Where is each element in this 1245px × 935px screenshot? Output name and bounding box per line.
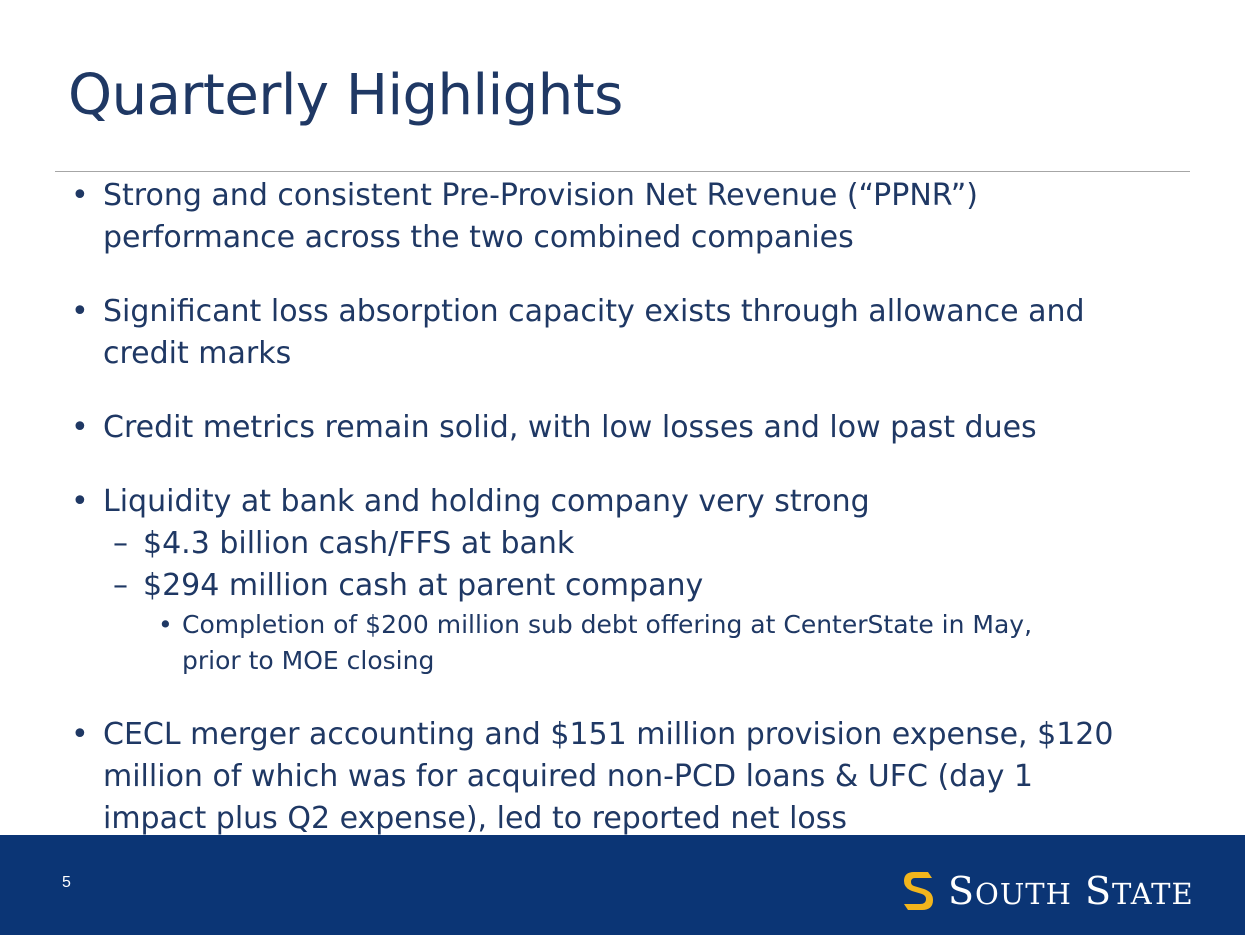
logo-initial: S: [1085, 869, 1113, 913]
bullet-line: Completion of $200 million sub debt offering at CenterState in May,: [182, 610, 1033, 639]
bullet-line: $294 million cash at parent company: [143, 568, 704, 603]
bullet-line: CECL merger accounting and $151 million provision expense, $120: [103, 717, 1114, 752]
bullet-line: Liquidity at bank and holding company very strong: [103, 484, 870, 519]
bullet-line: performance across the two combined companies: [103, 220, 854, 255]
bullet-line: million of which was for acquired non-PCD loans & UFC (day 1: [103, 759, 1033, 794]
bullet-item: [71, 407, 1183, 449]
south-state-s-mark-icon: [898, 866, 938, 916]
bullet-line: Significant loss absorption capacity exists through allowance and: [103, 294, 1085, 329]
page-number: 5: [62, 874, 71, 891]
sub-bullet-marker: –: [113, 526, 128, 561]
sub-bullet-item: [113, 523, 1183, 565]
bullet-line: $4.3 billion cash/FFS at bank: [143, 526, 575, 561]
bullet-marker: •: [71, 178, 89, 213]
bullet-marker: •: [71, 294, 89, 329]
logo-word-rest: OUTH: [975, 877, 1072, 911]
sub-sub-bullet-item: [158, 607, 1182, 679]
bullet-line: credit marks: [103, 336, 292, 371]
logo-initial: S: [948, 869, 976, 913]
bullet-line: Strong and consistent Pre-Provision Net Revenue (“PPNR”): [103, 178, 978, 213]
bullet-item: [71, 175, 1183, 259]
bullet-item: [71, 714, 1183, 835]
bullet-item: [71, 291, 1183, 375]
bullet-line: prior to MOE closing: [182, 646, 435, 675]
bullet-marker: •: [71, 484, 89, 519]
sub-sub-bullet-marker: •: [158, 610, 173, 639]
bullet-line: impact plus Q2 expense), led to reported net loss: [103, 801, 848, 835]
bullet-marker: •: [71, 717, 89, 752]
sub-bullet-marker: –: [113, 568, 128, 603]
logo-wordmark: [948, 870, 1194, 915]
slide-title: Quarterly Highlights: [68, 63, 623, 128]
logo-word-rest: TATE: [1112, 877, 1194, 911]
bullet-marker: •: [71, 410, 89, 445]
bullet-line: Credit metrics remain solid, with low losses and low past dues: [103, 410, 1037, 445]
sub-bullet-item: [113, 565, 1183, 607]
bullet-item: [71, 481, 1183, 523]
